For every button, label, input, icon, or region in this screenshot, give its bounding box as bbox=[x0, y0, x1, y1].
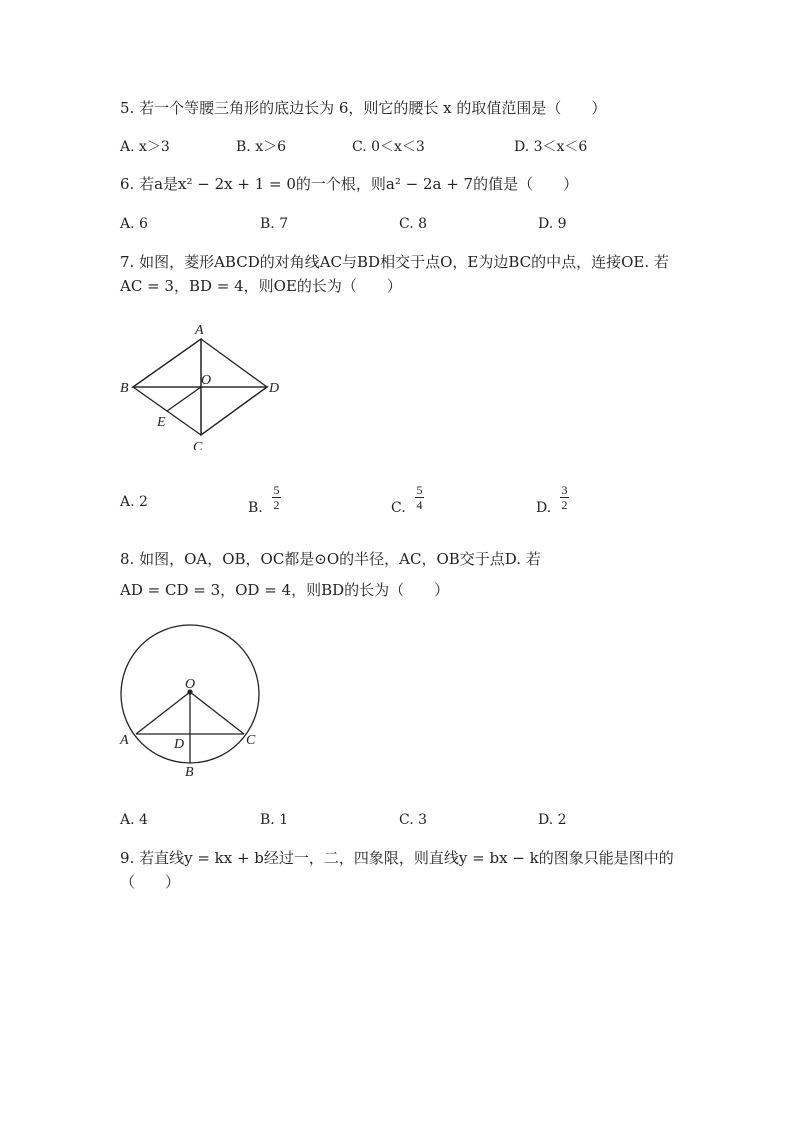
q7-option-b-fraction bbox=[272, 484, 281, 511]
label-c: C bbox=[193, 440, 203, 450]
q7-stem-line1: 7. 如图，菱形ABCD的对角线AC与BD相交于点O，E为边BC的中点，连接OE. 若 bbox=[120, 253, 669, 271]
q9-stem-line1: 9. 若直线y = kx + b经过一，二，四象限，则直线y = bx − k的图象只能是图中的 bbox=[120, 849, 674, 867]
q8-stem-line2: AD = CD = 3，OD = 4，则BD的长为（ ） bbox=[120, 581, 450, 599]
segment-oe bbox=[167, 387, 201, 411]
label-o: O bbox=[185, 677, 196, 692]
q6-stem: 6. 若a是x² − 2x + 1 = 0的一个根，则a² − 2a + 7的值是（ ） bbox=[120, 175, 579, 193]
q5-option-a[interactable]: A. x＞3 bbox=[120, 139, 170, 155]
q7-option-c-prefix[interactable]: C. bbox=[391, 500, 406, 516]
radius-oa bbox=[136, 692, 190, 734]
q5-option-b[interactable]: B. x＞6 bbox=[236, 139, 286, 155]
q5-stem: 5. 若一个等腰三角形的底边长为 6，则它的腰长 x 的取值范围是（ ） bbox=[120, 99, 607, 117]
q8-option-b[interactable]: B. 1 bbox=[260, 812, 289, 828]
label-e: E bbox=[157, 415, 166, 430]
q7-option-b-prefix[interactable]: B. bbox=[248, 500, 263, 516]
label-o: O bbox=[201, 373, 212, 388]
label-b: B bbox=[185, 765, 194, 780]
q7-option-c-fraction bbox=[415, 484, 424, 511]
radius-oc bbox=[190, 692, 244, 734]
label-c: C bbox=[246, 733, 256, 748]
q8-option-c[interactable]: C. 3 bbox=[399, 812, 428, 828]
q6-option-d[interactable]: D. 9 bbox=[538, 216, 567, 232]
fraction-denominator: 2 bbox=[561, 498, 568, 512]
q7-option-a[interactable]: A. 2 bbox=[120, 494, 148, 510]
q5-option-d[interactable]: D. 3＜x＜6 bbox=[514, 139, 588, 155]
fraction-numerator: 5 bbox=[273, 483, 280, 497]
q8-option-a[interactable]: A. 4 bbox=[120, 812, 148, 828]
q6-option-c[interactable]: C. 8 bbox=[399, 216, 428, 232]
q7-option-d-prefix[interactable]: D. bbox=[536, 500, 552, 516]
fraction-denominator: 2 bbox=[273, 498, 280, 512]
q8-stem-line1: 8. 如图，OA，OB，OC都是⊙O的半径，AC，OB交于点D. 若 bbox=[120, 550, 541, 568]
q7-option-d-fraction bbox=[560, 484, 569, 511]
q6-option-a[interactable]: A. 6 bbox=[120, 216, 148, 232]
label-a: A bbox=[195, 323, 204, 338]
fraction-numerator: 3 bbox=[561, 483, 568, 497]
label-d: D bbox=[269, 381, 280, 396]
rhombus-diagram bbox=[115, 320, 295, 450]
q7-stem-line2: AC = 3，BD = 4，则OE的长为（ ） bbox=[120, 277, 402, 295]
circle-diagram bbox=[112, 618, 282, 788]
label-a: A bbox=[120, 733, 129, 748]
q6-option-b[interactable]: B. 7 bbox=[260, 216, 289, 232]
label-b: B bbox=[120, 381, 129, 396]
fraction-numerator: 5 bbox=[416, 483, 423, 497]
q9-stem-line2: （ ） bbox=[120, 873, 181, 891]
q8-option-d[interactable]: D. 2 bbox=[538, 812, 567, 828]
q5-option-c[interactable]: C. 0＜x＜3 bbox=[352, 139, 425, 155]
fraction-denominator: 4 bbox=[416, 498, 423, 512]
label-d: D bbox=[174, 737, 185, 752]
